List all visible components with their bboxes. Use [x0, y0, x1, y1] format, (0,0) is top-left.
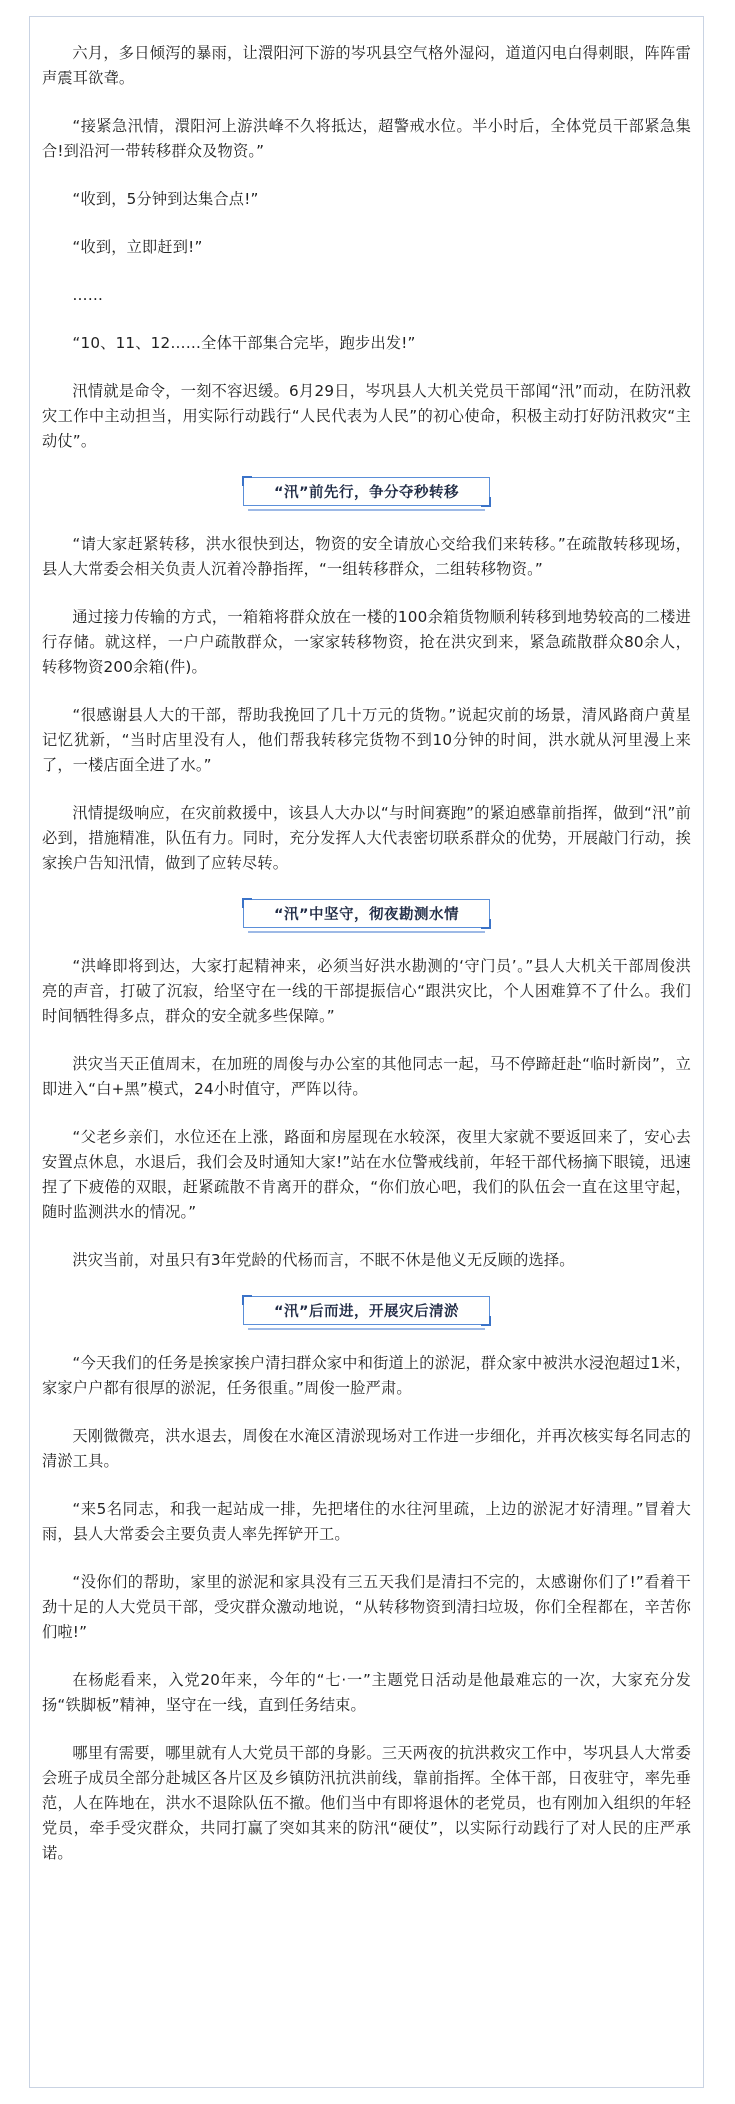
article-frame — [29, 16, 704, 2088]
paragraph: 哪里有需要，哪里就有人大党员干部的身影。三天两夜的抗洪救灾工作中，岑巩县人大常委会班子成员全部分赴城区各片区及乡镇防汛抗洪前线，靠前指挥。全体干部，日夜驻守，率先垂范，人在阵地在，洪水不退除队伍不撤。他们当中有即将退休的老党员，也有刚加入组织的年轻党员，牵手受灾群众，共同打赢了突如其来的防汛“硬仗”，以实际行动践行了对人民的庄严承诺。 — [42, 1744, 691, 1862]
paragraph: “洪峰即将到达，大家打起精神来，必须当好洪水勘测的‘守门员’。”县人大机关干部周俊洪亮的声音，打破了沉寂，给坚守在一线的干部提振信心“跟洪灾比，个人困难算不了什么。我们时间牺牲得多点，群众的安全就多些保障。” — [42, 957, 691, 1025]
heading-corner-decoration — [242, 476, 252, 486]
section-heading-box — [243, 477, 490, 506]
paragraph: 六月，多日倾泻的暴雨，让澴阳河下游的岑巩县空气格外湿闷，道道闪电白得刺眼，阵阵雷声震耳欲聋。 — [42, 44, 691, 87]
paragraph: “今天我们的任务是挨家挨户清扫群众家中和街道上的淤泥，群众家中被洪水浸泡超过1米，家家户户都有很厚的淤泥，任务很重。”周俊一脸严肃。 — [42, 1354, 691, 1397]
paragraph: “来5名同志，和我一起站成一排，先把堵住的水往河里疏，上边的淤泥才好清理。”冒着大雨，县人大常委会主要负责人率先挥铲开工。 — [42, 1500, 691, 1543]
paragraph: “10、11、12……全体干部集合完毕，跑步出发!” — [72, 334, 416, 352]
paragraph: “收到，5分钟到达集合点!” — [72, 190, 259, 208]
section-heading-box — [243, 899, 490, 928]
paragraph: 天刚微微亮，洪水退去，周俊在水淹区清淤现场对工作进一步细化，并再次核实每名同志的清淤工具。 — [42, 1427, 691, 1470]
paragraph: “没你们的帮助，家里的淤泥和家具没有三五天我们是清扫不完的，太感谢你们了!”看着干劲十足的人大党员干部，受灾群众激动地说，“从转移物资到清扫垃圾，你们全程都在，辛苦你们啦!” — [42, 1573, 691, 1641]
article-body — [42, 41, 691, 1889]
section-heading-3 — [42, 1296, 691, 1325]
section-heading-box — [243, 1296, 490, 1325]
paragraph: “父老乡亲们，水位还在上涨，路面和房屋现在水较深，夜里大家就不要返回来了，安心去安置点休息，水退后，我们会及时通知大家!”站在水位警戒线前，年轻干部代杨摘下眼镜，迅速捏了下疲倦的双眼，赶紧疏散不肯离开的群众，“你们放心吧，我们的队伍会一直在这里守起，随时监测洪水的情况。” — [42, 1128, 691, 1221]
heading-corner-decoration — [242, 1295, 252, 1305]
paragraph: “收到，立即赶到!” — [72, 238, 203, 256]
paragraph: 洪灾当天正值周末，在加班的周俊与办公室的其他同志一起，马不停蹄赶赴“临时新岗”，立即进入“白+黑”模式，24小时值守，严阵以待。 — [42, 1055, 691, 1098]
heading-corner-decoration — [481, 497, 491, 507]
section-heading-text: “汛”中坚守，彻夜勘测水情 — [273, 907, 460, 923]
heading-underline — [248, 1328, 485, 1330]
heading-corner-decoration — [481, 919, 491, 929]
heading-corner-decoration — [481, 1316, 491, 1326]
paragraph: 汛情就是命令，一刻不容迟缓。6月29日，岑巩县人大机关党员干部闻“汛”而动，在防汛救灾工作中主动担当，用实际行动践行“人民代表为人民”的初心使命，积极主动打好防汛救灾“主动仗”。 — [42, 382, 691, 450]
section-heading-2 — [42, 899, 691, 928]
heading-underline — [248, 509, 485, 511]
paragraph: 洪灾当前，对虽只有3年党龄的代杨而言，不眠不休是他义无反顾的选择。 — [72, 1251, 575, 1269]
paragraph: “接紧急汛情，澴阳河上游洪峰不久将抵达，超警戒水位。半小时后，全体党员干部紧急集合!到沿河一带转移群众及物资。” — [42, 117, 691, 160]
paragraph: 汛情提级响应，在灾前救援中，该县人大办以“与时间赛跑”的紧迫感靠前指挥，做到“汛”前必到，措施精准，队伍有力。同时，充分发挥人大代表密切联系群众的优势，开展敲门行动，挨家挨户告知汛情，做到了应转尽转。 — [42, 804, 691, 872]
paragraph: 在杨彪看来，入党20年来，今年的“七·一”主题党日活动是他最难忘的一次，大家充分发扬“铁脚板”精神，坚守在一线，直到任务结束。 — [42, 1671, 691, 1714]
section-heading-text: “汛”后而进，开展灾后清淤 — [273, 1304, 460, 1320]
paragraph: …… — [72, 286, 104, 304]
section-heading-1 — [42, 477, 691, 506]
section-heading-text: “汛”前先行，争分夺秒转移 — [273, 485, 460, 501]
paragraph: “很感谢县人大的干部，帮助我挽回了几十万元的货物。”说起灾前的场景，清风路商户黄星记忆犹新，“当时店里没有人，他们帮我转移完货物不到10分钟的时间，洪水就从河里漫上来了，一楼店面全进了水。” — [42, 706, 691, 774]
paragraph: “请大家赶紧转移，洪水很快到达，物资的安全请放心交给我们来转移。”在疏散转移现场，县人大常委会相关负责人沉着冷静指挥，“一组转移群众，二组转移物资。” — [42, 535, 691, 578]
heading-underline — [248, 931, 485, 933]
paragraph: 通过接力传输的方式，一箱箱将群众放在一楼的100余箱货物顺利转移到地势较高的二楼进行存储。就这样，一户户疏散群众，一家家转移物资，抢在洪灾到来，紧急疏散群众80余人，转移物资200余箱(件)。 — [42, 608, 691, 676]
heading-corner-decoration — [242, 898, 252, 908]
